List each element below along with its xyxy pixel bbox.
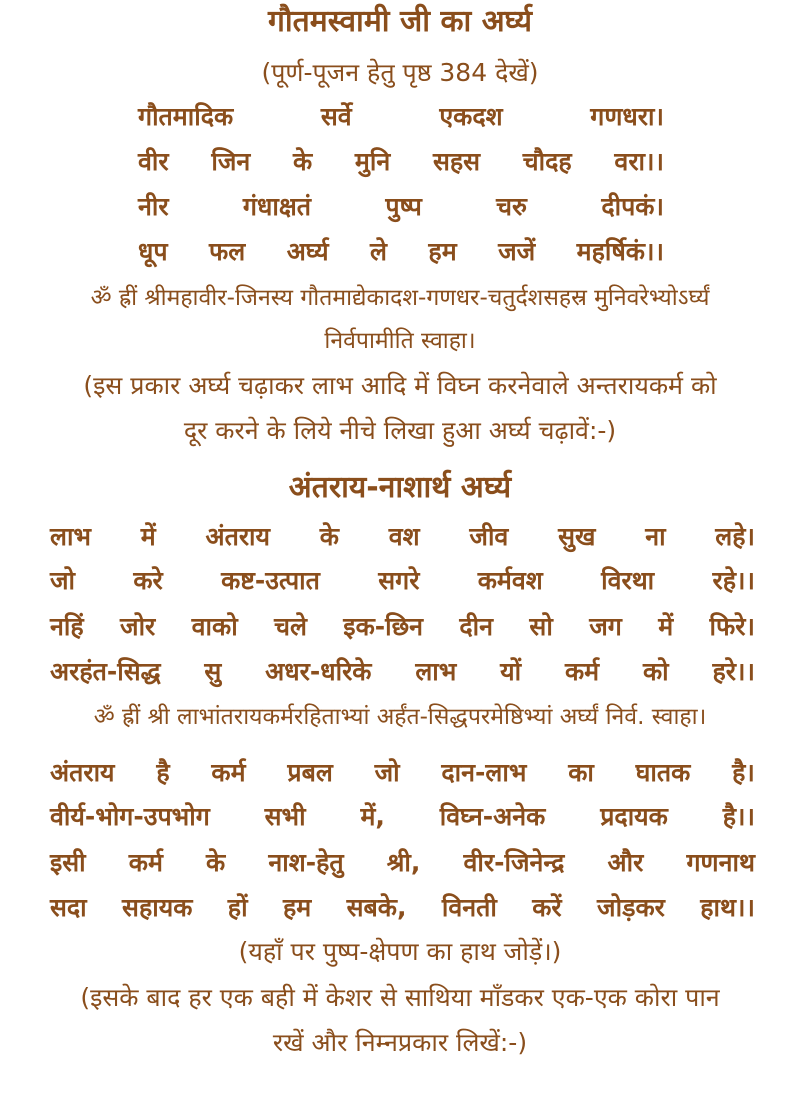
verse-word: के xyxy=(206,848,226,877)
verse-word: अंतराय xyxy=(205,522,271,551)
verse-3-line-1 xyxy=(50,758,755,788)
verse-word: वाको xyxy=(191,612,238,641)
verse-word: सो xyxy=(529,612,553,641)
verse-word: लाभ xyxy=(50,522,92,551)
verse-2-line-1 xyxy=(50,522,755,552)
verse-word: ले xyxy=(370,237,387,266)
mantra-1-line-2: निर्वपामीति स्वाहा। xyxy=(324,328,476,354)
verse-word: कष्ट-उत्पात xyxy=(221,566,320,595)
verse-1-line-3 xyxy=(138,192,664,222)
note-antaray-line-2: दूर करने के लिये नीचे लिखा हुआ अर्घ्य चढ़ावें:-) xyxy=(183,416,617,445)
verse-word: वीर xyxy=(138,147,169,176)
verse-word: सहस xyxy=(432,147,481,176)
verse-word: गंधाक्षतं xyxy=(242,192,312,221)
verse-word: फिरे। xyxy=(709,612,755,641)
verse-word: नीर xyxy=(138,192,169,221)
verse-word: को xyxy=(642,657,669,686)
verse-word: यों xyxy=(500,657,522,686)
verse-word: हों xyxy=(227,893,248,922)
verse-word: सुख xyxy=(558,522,596,551)
verse-word: हम xyxy=(428,237,457,266)
verse-word: कर्मवश xyxy=(477,566,543,595)
verse-word: वीर्य-भोग-उपभोग xyxy=(50,802,210,831)
verse-3-line-3 xyxy=(50,848,755,878)
verse-word: सभी xyxy=(264,802,306,831)
verse-word: अर्घ्य xyxy=(286,237,329,266)
verse-word: कर्म xyxy=(128,848,163,877)
mantra-2: ॐ ह्रीं श्री लाभांतरायकर्मरहिताभ्यां अर्हंत-सिद्धपरमेष्ठिभ्यां अर्घ्यं निर्व. स्वाहा। xyxy=(93,704,707,730)
verse-word: चरु xyxy=(496,192,527,221)
verse-word: लाभ xyxy=(415,657,457,686)
verse-word: दान-लाभ xyxy=(441,758,527,787)
verse-word: सु xyxy=(204,657,222,686)
verse-word: पुष्प xyxy=(385,192,422,221)
verse-3-line-4 xyxy=(50,893,755,923)
verse-word: वीर-जिनेन्द्र xyxy=(463,848,565,877)
heading-antaray-nasharth: अंतराय-नाशार्थ अर्घ्य xyxy=(288,470,512,505)
verse-word: महर्षिकं।। xyxy=(576,237,664,266)
verse-word: में xyxy=(140,522,156,551)
verse-word: है। xyxy=(732,758,755,787)
note-bahi-line-2: रखें और निम्नप्रकार लिखें:-) xyxy=(272,1028,528,1057)
verse-word: में xyxy=(658,612,674,641)
verse-word: नहिं xyxy=(50,612,84,641)
verse-word: सर्वे xyxy=(320,102,352,131)
mantra-1-line-1: ॐ ह्रीं श्रीमहावीर-जिनस्य गौतमाद्येकादश-गणधर-चतुर्दशसहस्र मुनिवरेभ्योऽर्घ्यं xyxy=(90,285,710,311)
verse-word: श्री, xyxy=(386,848,421,877)
verse-word: नाश-हेतु xyxy=(268,848,344,877)
verse-word: में, xyxy=(360,802,385,831)
verse-word: प्रदायक xyxy=(600,802,668,831)
verse-word: प्रबल xyxy=(287,758,333,787)
verse-word: जीव xyxy=(469,522,509,551)
verse-word: अरहंत-सिद्ध xyxy=(50,657,161,686)
verse-word: फल xyxy=(209,237,246,266)
verse-word: विनती xyxy=(441,893,497,922)
verse-word: अंतराय xyxy=(50,758,115,787)
verse-3-line-2 xyxy=(50,802,755,832)
verse-word: कर्म xyxy=(211,758,246,787)
verse-word: सहायक xyxy=(122,893,193,922)
note-purna-pujan: (पूर्ण-पूजन हेतु पृष्ठ 384 देखें) xyxy=(261,58,539,87)
verse-word: जिन xyxy=(211,147,251,176)
verse-word: हरे।। xyxy=(712,657,755,686)
verse-1-line-2 xyxy=(138,147,664,177)
verse-word: जोर xyxy=(120,612,156,641)
verse-word: मुनि xyxy=(354,147,391,176)
verse-word: करे xyxy=(133,566,163,595)
verse-word: गणधरा। xyxy=(590,102,664,131)
verse-word: जजें xyxy=(498,237,536,266)
verse-word: दीन xyxy=(459,612,494,641)
verse-word: दीपकं। xyxy=(601,192,664,221)
verse-2-line-2 xyxy=(50,566,755,596)
note-bahi-line-1: (इसके बाद हर एक बही में केशर से साथिया माँडकर एक-एक कोरा पान xyxy=(80,983,720,1012)
verse-word: का xyxy=(568,758,594,787)
note-antaray-line-1: (इस प्रकार अर्घ्य चढ़ाकर लाभ आदि में विघ्न करनेवाले अन्तरायकर्म को xyxy=(83,371,717,400)
verse-2-line-4 xyxy=(50,657,755,687)
verse-word: सगरे xyxy=(378,566,420,595)
verse-word: वश xyxy=(388,522,420,551)
verse-1-line-1 xyxy=(138,102,664,132)
verse-word: हाथ।। xyxy=(700,893,755,922)
verse-word: कर्म xyxy=(564,657,600,686)
verse-word: एकदश xyxy=(439,102,503,131)
verse-word: है।। xyxy=(722,802,755,831)
verse-1-line-4 xyxy=(138,237,664,267)
verse-word: करें xyxy=(532,893,562,922)
verse-word: और xyxy=(607,848,644,877)
verse-word: सदा xyxy=(50,893,87,922)
verse-word: रहे।। xyxy=(712,566,755,595)
heading-gautam-arghya: गौतमस्वामी जी का अर्घ्य xyxy=(268,4,532,39)
verse-word: गणनाथ xyxy=(686,848,755,877)
verse-word: गौतमादिक xyxy=(138,102,234,131)
verse-word: धूप xyxy=(138,237,168,266)
verse-word: विरथा xyxy=(601,566,655,595)
verse-word: अधर-धरिके xyxy=(265,657,372,686)
verse-word: लहे। xyxy=(715,522,755,551)
verse-word: वरा।। xyxy=(614,147,664,176)
verse-word: घातक xyxy=(635,758,691,787)
verse-word: के xyxy=(292,147,313,176)
verse-word: ना xyxy=(645,522,666,551)
verse-word: जग xyxy=(589,612,622,641)
verse-word: इसी xyxy=(50,848,86,877)
verse-word: चले xyxy=(274,612,307,641)
verse-2-line-3 xyxy=(50,612,755,642)
verse-word: इक-छिन xyxy=(343,612,424,641)
verse-word: जो xyxy=(50,566,76,595)
verse-word: है xyxy=(156,758,170,787)
verse-word: जोड़कर xyxy=(597,893,665,922)
verse-word: के xyxy=(319,522,339,551)
verse-word: जो xyxy=(374,758,400,787)
verse-word: चौदह xyxy=(522,147,572,176)
verse-word: हम xyxy=(282,893,312,922)
note-pushp-kshepan: (यहाँ पर पुष्प-क्षेपण का हाथ जोड़ें।) xyxy=(238,937,562,966)
verse-word: सबके, xyxy=(346,893,407,922)
verse-word: विघ्न-अनेक xyxy=(439,802,546,831)
